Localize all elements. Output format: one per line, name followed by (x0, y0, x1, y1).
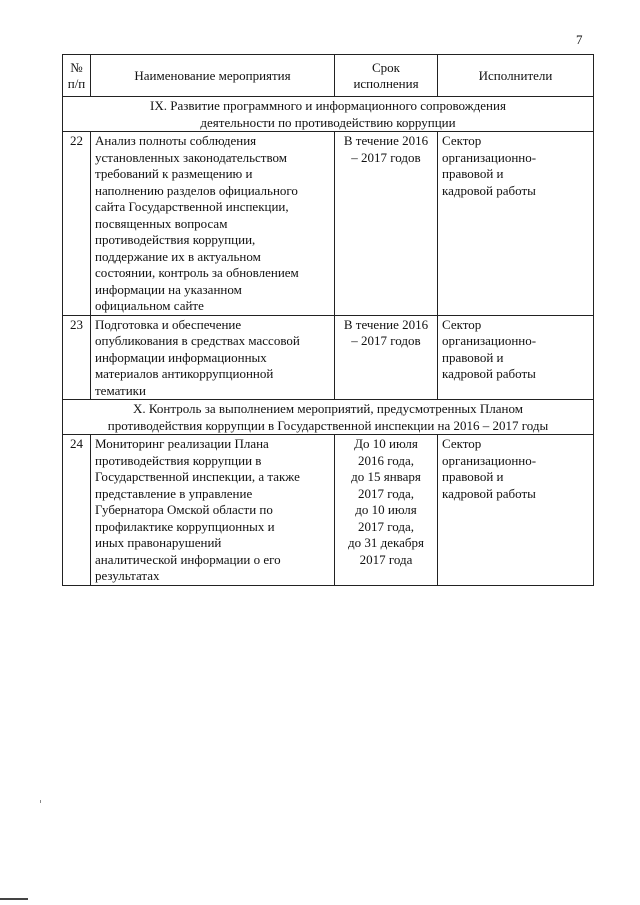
table-row (63, 132, 594, 316)
header-executor: Исполнители (438, 55, 594, 97)
section-title: X. Контроль за выполнением мероприятий, предусмотренных Планом противодействия коррупции в Государственной инспекции на 2016 – 2017 годы (63, 400, 594, 435)
scan-speck (40, 800, 41, 803)
measure-term: В течение 2016 – 2017 годов (335, 315, 438, 400)
section-row (63, 400, 594, 435)
measure-executor: Сектор организационно- правовой и кадровой работы (438, 132, 594, 316)
table-row (63, 435, 594, 586)
measures-table (62, 54, 594, 586)
page-number: 7 (576, 32, 583, 47)
measure-name: Анализ полноты соблюдения установленных законодательством требований к размещению и наполнению разделов официального сайта Государственной инспекции, посвященных вопросам противодействия коррупции, поддержание их в актуальном состоянии, контроль за обновлением информации на указанном официальном сайте (91, 132, 335, 316)
section-row (63, 97, 594, 132)
table-row (63, 315, 594, 400)
header-term: Срок исполнения (335, 55, 438, 97)
row-number: 22 (63, 132, 91, 316)
header-num: № п/п (63, 55, 91, 97)
row-number: 23 (63, 315, 91, 400)
measure-term: В течение 2016 – 2017 годов (335, 132, 438, 316)
measure-executor: Сектор организационно- правовой и кадровой работы (438, 435, 594, 586)
table-header-row (63, 55, 594, 97)
row-number: 24 (63, 435, 91, 586)
section-title: IX. Развитие программного и информационного сопровождения деятельности по противодействию коррупции (63, 97, 594, 132)
scan-edge-mark (0, 898, 28, 900)
measure-executor: Сектор организационно- правовой и кадровой работы (438, 315, 594, 400)
header-name: Наименование мероприятия (91, 55, 335, 97)
measure-name: Мониторинг реализации Плана противодействия коррупции в Государственной инспекции, а также представление в управление Губернатора Омской области по профилактике коррупционных и иных правонарушений аналитической информации о его результатах (91, 435, 335, 586)
measure-name: Подготовка и обеспечение опубликования в средствах массовой информации информационных материалов антикоррупционной тематики (91, 315, 335, 400)
measure-term: До 10 июля 2016 года, до 15 января 2017 года, до 10 июля 2017 года, до 31 декабря 2017 года (335, 435, 438, 586)
